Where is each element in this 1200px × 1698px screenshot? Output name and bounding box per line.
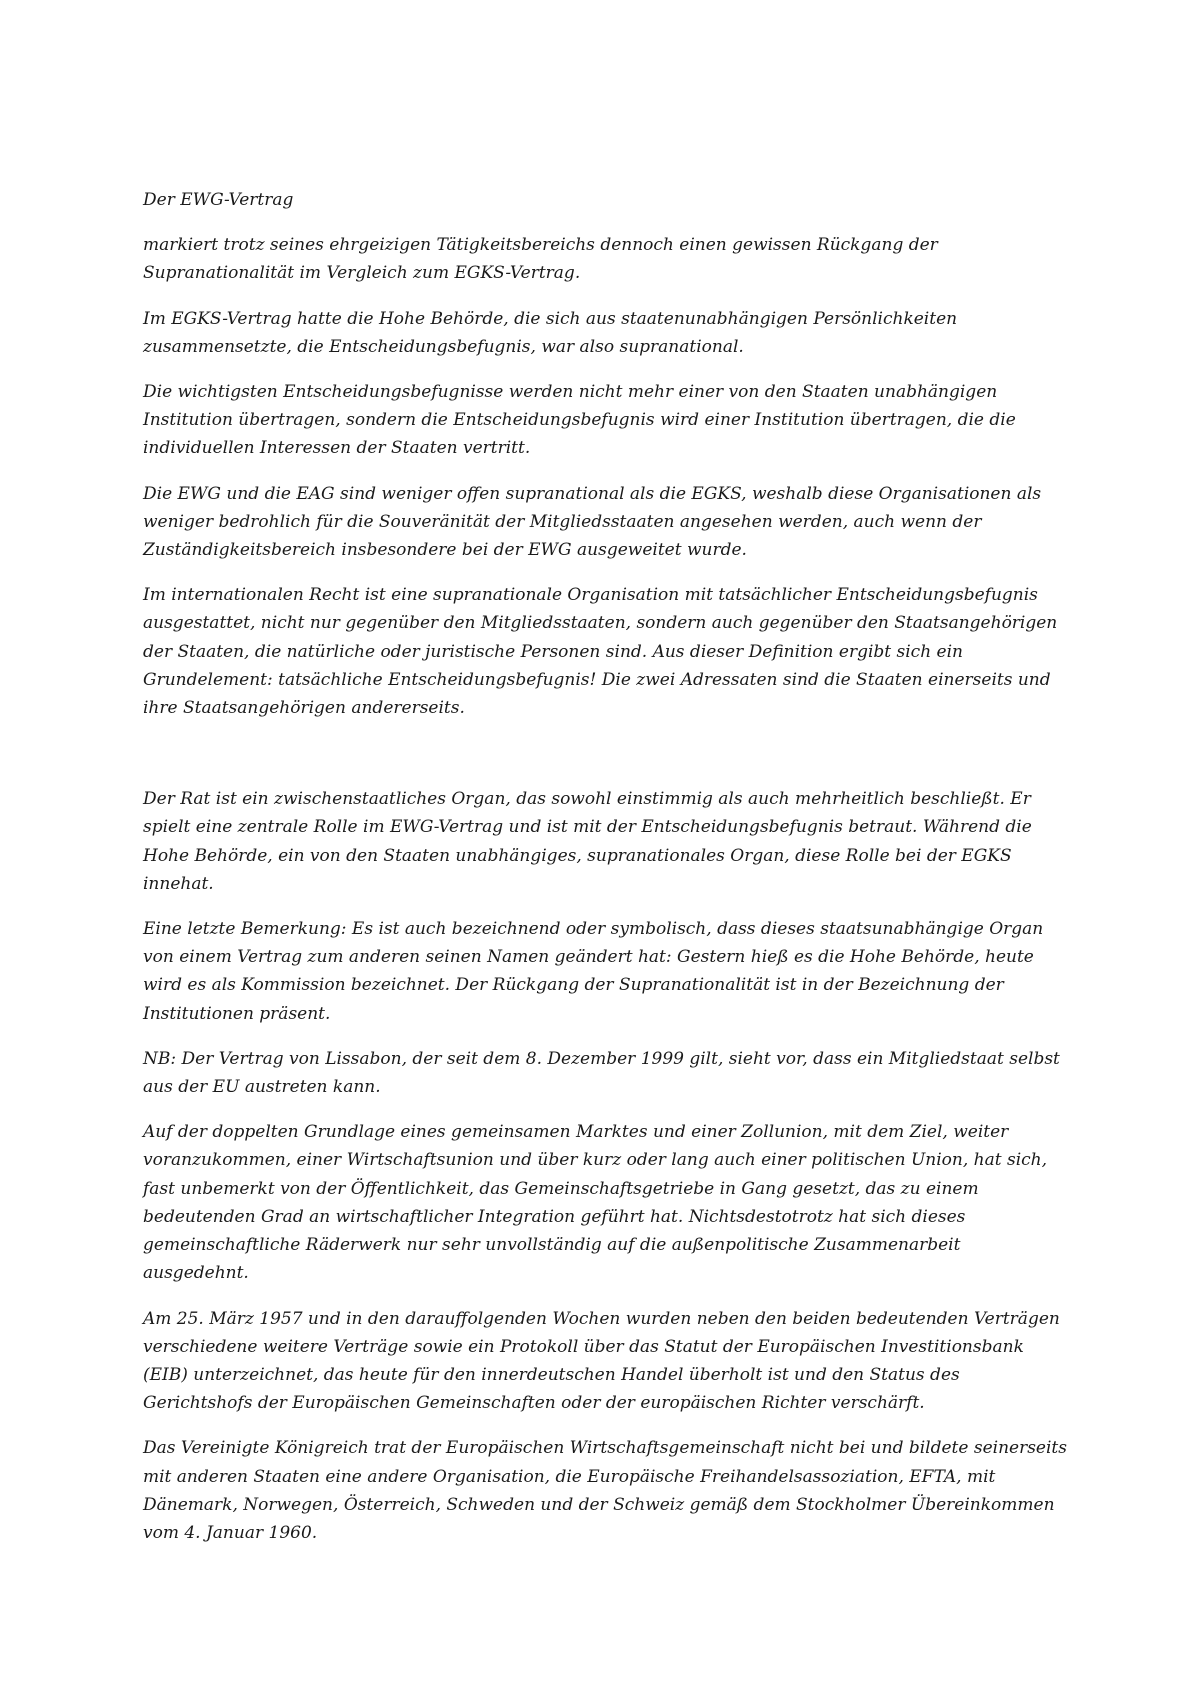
paragraph: Das Vereinigte Königreich trat der Europäischen Wirtschaftsgemeinschaft nicht bei und bildete seinerseits mit anderen Staaten eine andere Organisation, die Europäische Freihandelsassoziation, EFTA, mit Dänemark, Norwegen, Österreich, Schweden und der Schweiz gemäß dem Stockholmer Übereinkommen vom 4. Januar 1960. <box>143 1438 1067 1543</box>
paragraph: Im internationalen Recht ist eine supranationale Organisation mit tatsächlicher Entscheidungsbefugnis ausgestattet, nicht nur gegenüber den Mitgliedsstaaten, sondern auch gegenüber den Staatsangehörigen der Staaten, die natürliche oder juristische Personen sind. Aus dieser Definition ergibt sich ein Grundelement: tatsächliche Entscheidungsbefugnis! Die zwei Adressaten sind die Staaten einerseits und ihre Staatsangehörigen andererseits. <box>143 585 1058 719</box>
paragraph: markiert trotz seines ehrgeizigen Tätigkeitsbereichs dennoch einen gewissen Rückgang der Supranationalität im Vergleich zum EGKS-Vertrag. <box>143 235 938 284</box>
document-title: Der EWG-Vertrag <box>143 190 294 210</box>
paragraph: Die EWG und die EAG sind weniger offen supranational als die EGKS, weshalb diese Organisationen als weniger bedrohlich für die Souveränität der Mitgliedsstaaten angesehen werden, auch wenn der Zuständigkeitsbereich insbesondere bei der EWG ausgeweitet wurde. <box>143 483 1042 561</box>
paragraph: NB: Der Vertrag von Lissabon, der seit dem 8. Dezember 1999 gilt, sieht vor, dass ein Mitgliedstaat selbst aus der EU austreten kann. <box>143 1048 1060 1098</box>
paragraph: Am 25. März 1957 und in den darauffolgenden Wochen wurden neben den beiden bedeutenden Verträgen verschiedene weitere Verträge sowie ein Protokoll über das Statut der Europäischen Investitionsbank (EIB) unterzeichnet, das heute für den innerdeutschen Handel überholt ist und den Status des Gerichtshofs der Europäischen Gemeinschaften oder der europäischen Richter verschärft. <box>143 1308 1060 1414</box>
paragraph: Im EGKS-Vertrag hatte die Hohe Behörde, die sich aus staatenunabhängigen Persönlichkeiten zusammensetzte, die Entscheidungsbefugnis, war also supranational. <box>143 308 958 357</box>
paragraph: Auf der doppelten Grundlage eines gemeinsamen Marktes und einer Zollunion, mit dem Ziel, weiter voranzukommen, einer Wirtschaftsunion und über kurz oder lang auch einer politischen Union, hat sich, fast unbemerkt von der Öffentlichkeit, das Gemeinschaftsgetriebe in Gang gesetzt, das zu einem bedeutenden Grad an wirtschaftlicher Integration geführt hat. Nichtsdestotrotz hat sich dieses gemeinschaftliche Räderwerk nur sehr unvollständig auf die außenpolitische Zusammenarbeit ausgedehnt. <box>143 1122 1048 1284</box>
paragraph: Eine letzte Bemerkung: Es ist auch bezeichnend oder symbolisch, dass dieses staatsunabhängige Organ von einem Vertrag zum anderen seinen Namen geändert hat: Gestern hieß es die Hohe Behörde, heute wird es als Kommission bezeichnet. Der Rückgang der Supranationalität ist in der Bezeichnung der Institutionen präsent. <box>143 919 1044 1024</box>
paragraph: Die wichtigsten Entscheidungsbefugnisse werden nicht mehr einer von den Staaten unabhängigen Institution übertragen, sondern die Entscheidungsbefugnis wird einer Institution übertragen, die die individuellen Interessen der Staaten vertritt. <box>143 382 1016 459</box>
document-page <box>143 186 1068 1564</box>
paragraph: Der Rat ist ein zwischenstaatliches Organ, das sowohl einstimmig als auch mehrheitlich beschließt. Er spielt eine zentrale Rolle im EWG-Vertrag und ist mit der Entscheidungsbefugnis betraut. Während die Hohe Behörde, ein von den Staaten unabhängiges, supranationales Organ, diese Rolle bei der EGKS innehat. <box>143 789 1032 894</box>
